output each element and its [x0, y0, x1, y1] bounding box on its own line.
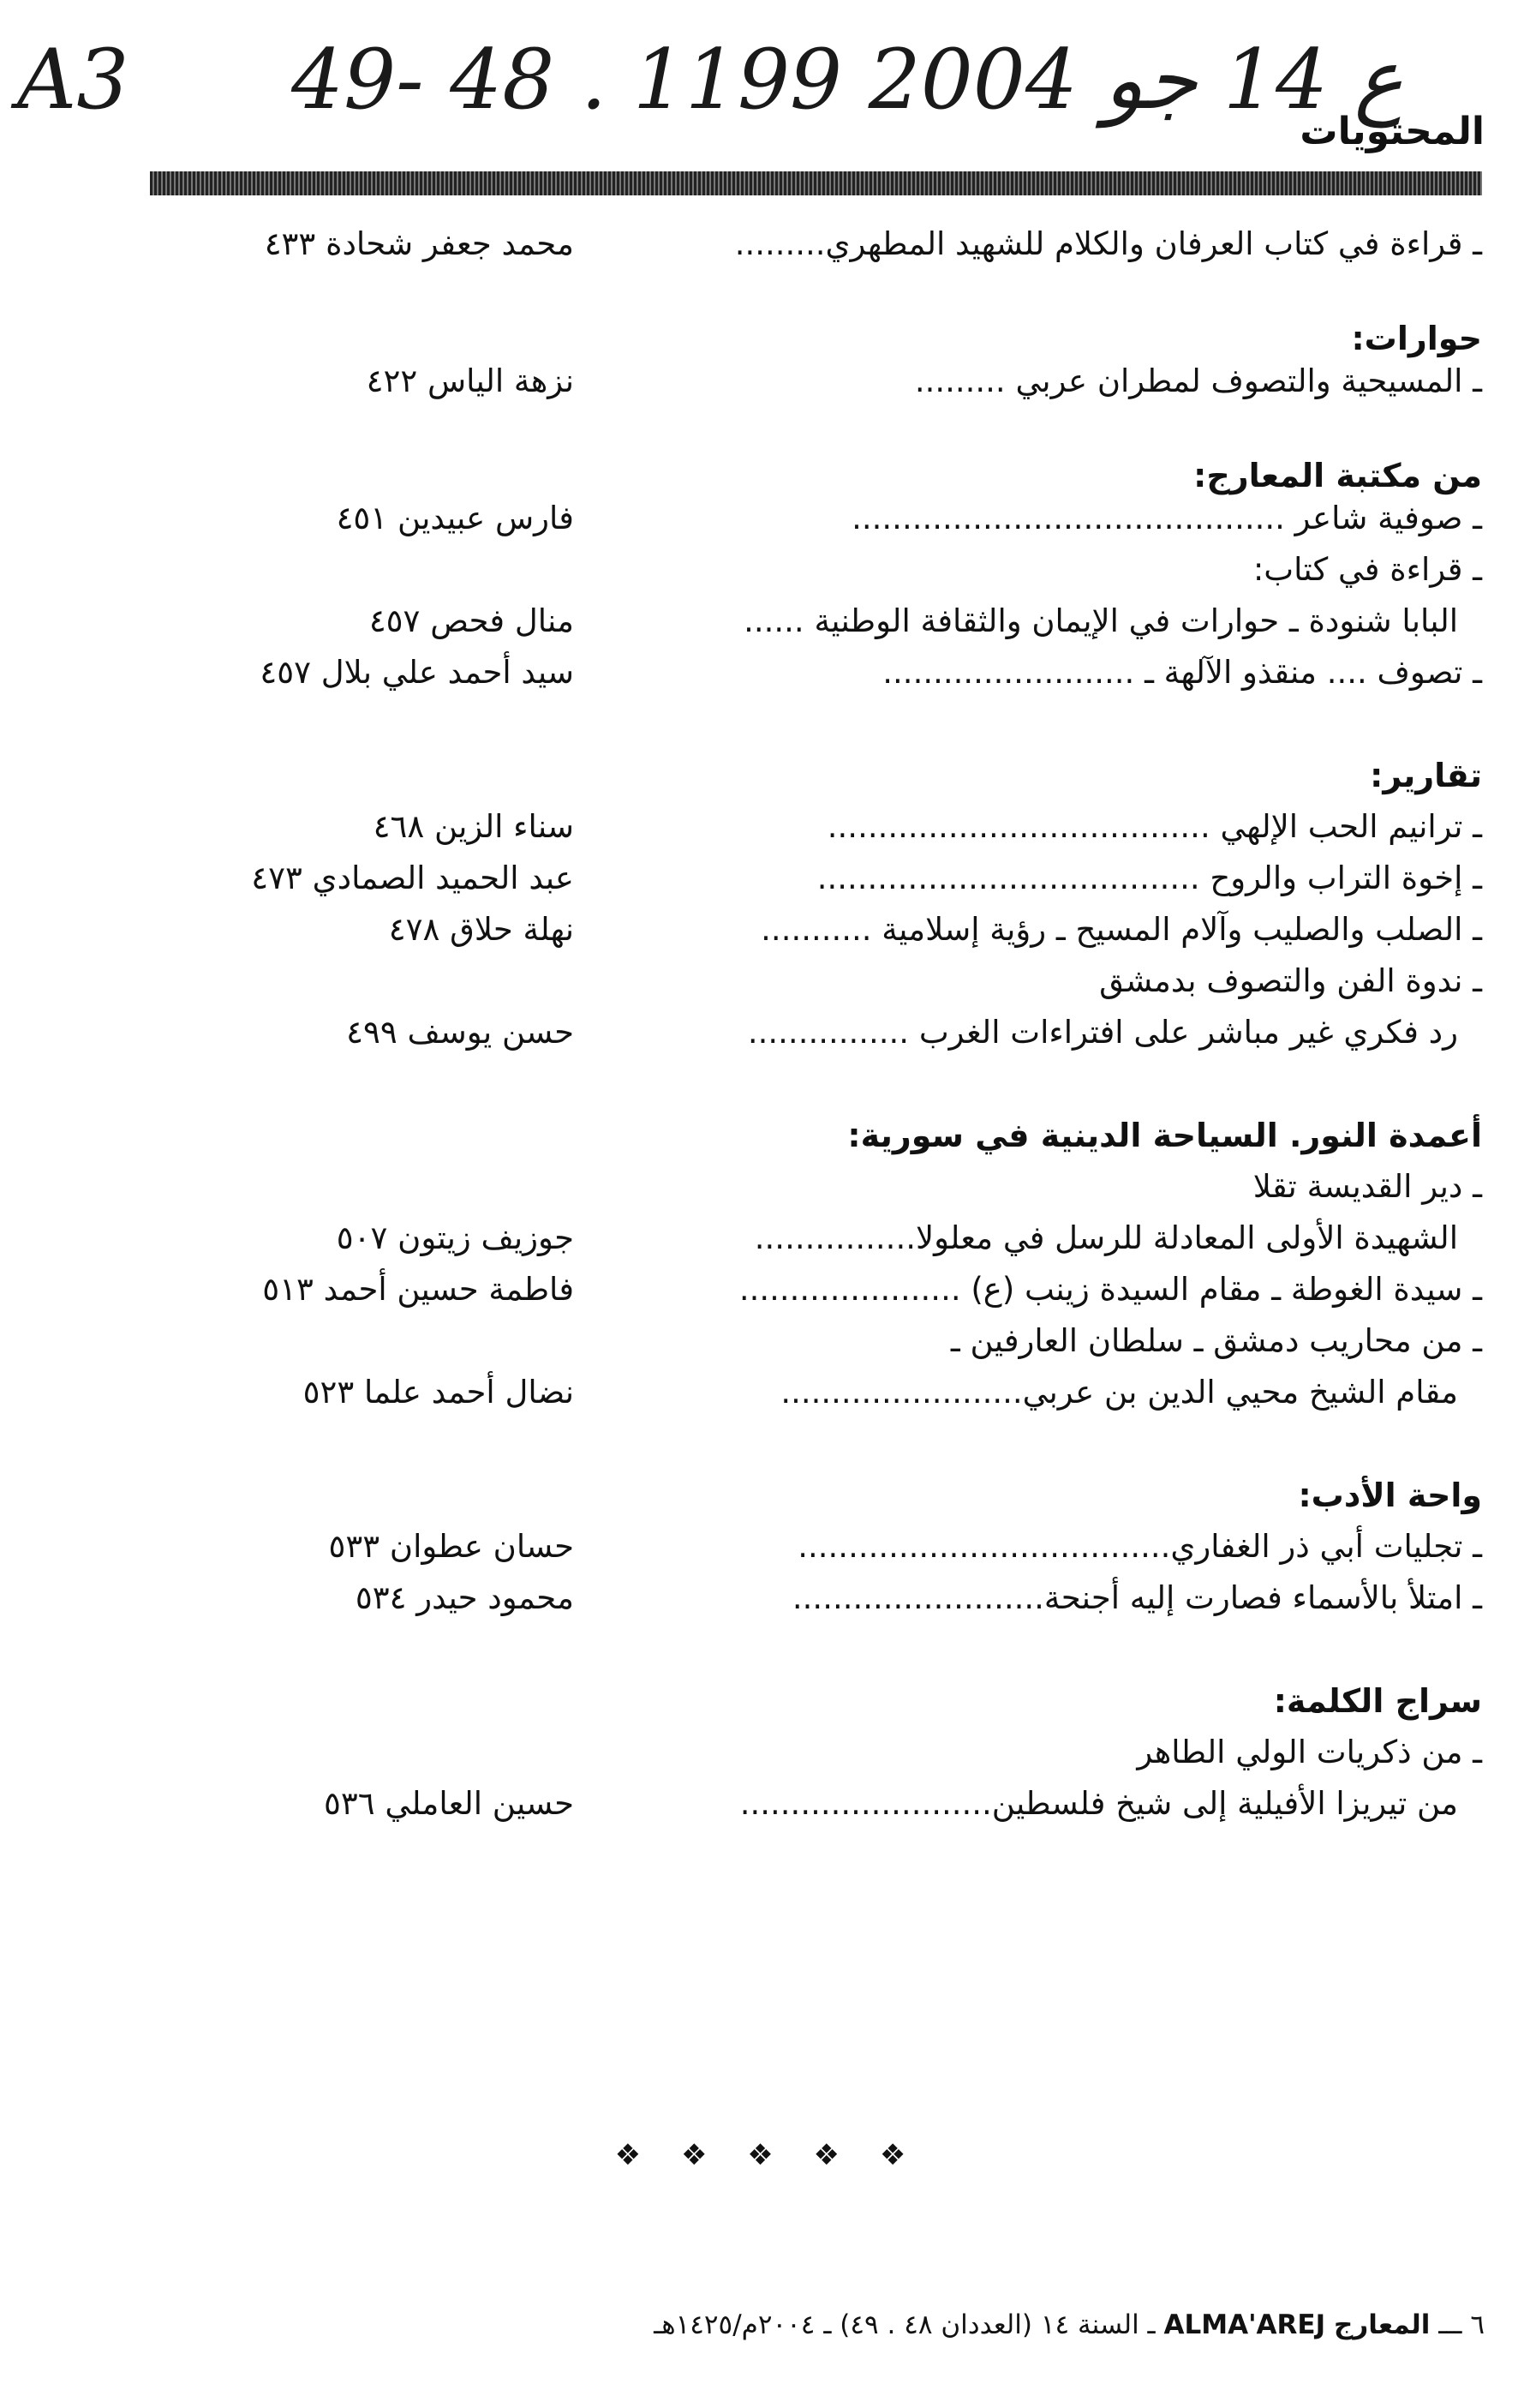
toc-entry-author-page: حسان عطوان ٥٣٣: [328, 1528, 574, 1565]
toc-entry: [150, 1774, 1482, 1834]
toc-entry-title: تقارير:: [1370, 757, 1482, 794]
toc-entry-title: أعمدة النور. السياحة الدينية في سورية:: [847, 1117, 1482, 1154]
toc-entry-author-page: جوزيف زيتون ٥٠٧: [336, 1219, 574, 1256]
toc-entry-title: ـ إخوة التراب والروح ......................................: [816, 860, 1482, 896]
toc-entry-author-page: نهلة حلاق ٤٧٨: [388, 911, 574, 948]
toc-entry-title: ـ تجليات أبي ذر الغفاري.....................................: [798, 1528, 1482, 1565]
page-title: المحتويات: [1300, 110, 1485, 153]
toc-entry-title: الشهيدة الأولى المعادلة للرسل في معلولا................: [754, 1219, 1458, 1256]
toc-entry: [150, 643, 1482, 703]
toc-entry-title: ـ الصلب والصليب وآلام المسيح ـ رؤية إسلامية ...........: [761, 911, 1482, 948]
toc-entry-title: من تيريزا الأفيلية إلى شيخ فلسطين.........................: [739, 1785, 1458, 1822]
toc-entry-author-page: فاطمة حسين أحمد ٥١٣: [262, 1271, 574, 1308]
toc-entry-author-page: حسين العاملي ٥٣٦: [324, 1785, 574, 1822]
toc-entry-author-page: فارس عبيدين ٤٥١: [336, 500, 574, 536]
toc-entry-title: ـ قراءة في كتاب:: [1252, 551, 1482, 588]
toc-entry-author-page: سناء الزين ٤٦٨: [373, 808, 574, 845]
toc-entry-title: حوارات:: [1351, 320, 1482, 357]
toc-entry-title: البابا شنودة ـ حوارات في الإيمان والثقافة الوطنية ......: [744, 602, 1458, 639]
toc-entry-title: رد فكري غير مباشر على افتراءات الغرب ................: [747, 1014, 1458, 1051]
footer-journal-latin: ALMA'AREJ: [1163, 2309, 1326, 2340]
toc-entry-title: سراج الكلمة:: [1273, 1682, 1482, 1720]
toc-entry-title: ـ ندوة الفن والتصوف بدمشق: [1099, 962, 1482, 999]
toc-entry-title: ـ سيدة الغوطة ـ مقام السيدة زينب (ع) ......................: [738, 1271, 1482, 1308]
header-rule: [150, 171, 1482, 195]
toc-entry-title: ـ من محاريب دمشق ـ سلطان العارفين ـ: [950, 1322, 1482, 1359]
toc-entry-title: واحة الأدب:: [1298, 1477, 1482, 1514]
page-footer: [654, 2309, 1485, 2340]
toc-entry-author-page: سيد أحمد علي بلال ٤٥٧: [260, 654, 574, 691]
toc-entry-title: ـ من ذكريات الولي الطاهر: [1137, 1734, 1482, 1770]
toc-entry-author-page: حسن يوسف ٤٩٩: [346, 1014, 574, 1051]
toc-entry-title: من مكتبة المعارج:: [1193, 457, 1482, 494]
toc-entry-author-page: محمد جعفر شحادة ٤٣٣: [264, 225, 574, 262]
footer-journal-arabic: المعارج: [1334, 2309, 1431, 2340]
toc-entry-title: ـ ترانيم الحب الإلهي ......................................: [827, 808, 1482, 845]
table-of-contents: [150, 214, 1482, 2168]
toc-entry-title: ـ دير القديسة تقلا: [1252, 1168, 1482, 1205]
toc-entry-title: ـ صوفية شاعر ...........................................: [852, 500, 1482, 536]
toc-entry: [150, 1003, 1482, 1063]
toc-entry-author-page: نضال أحمد علما ٥٢٣: [302, 1374, 574, 1411]
toc-entry: [150, 1363, 1482, 1423]
ornament-divider: ❖ ❖ ❖ ❖ ❖: [614, 2138, 922, 2172]
footer-issue-info: ـ السنة ١٤ (العددان ٤٨ . ٤٩) ـ ٢٠٠٤م/١٤٢٥هـ: [654, 2309, 1156, 2340]
toc-entry-author-page: محمود حيدر ٥٣٤: [355, 1579, 574, 1616]
handwritten-catalog-note: 49- 48 . ع 14 جو 2004 1199: [291, 32, 1403, 128]
toc-entry-title: ـ امتلأ بالأسماء فصارت إليه أجنحة.........................: [792, 1579, 1482, 1616]
toc-entry: [150, 214, 1482, 274]
toc-entry-title: مقام الشيخ محيي الدين بن عربي........................: [780, 1374, 1458, 1411]
toc-entry: [150, 1568, 1482, 1628]
footer-page-number: ٦: [1470, 2309, 1485, 2340]
toc-entry-title: ـ قراءة في كتاب العرفان والكلام للشهيد المطهري.........: [734, 225, 1482, 262]
toc-entry-author-page: نزهة الياس ٤٢٢: [366, 362, 574, 399]
toc-entry-author-page: منال فحص ٤٥٧: [368, 602, 574, 639]
toc-entry: [150, 351, 1482, 411]
toc-entry-title: ـ تصوف .... منقذو الآلهة ـ .........................: [882, 654, 1482, 691]
toc-entry-title: ـ المسيحية والتصوف لمطران عربي .........: [914, 362, 1482, 399]
toc-entry-author-page: عبد الحميد الصمادي ٤٧٣: [251, 860, 574, 896]
footer-dash: ـــ: [1430, 2309, 1462, 2340]
handwritten-corner-code: A3: [17, 32, 129, 128]
